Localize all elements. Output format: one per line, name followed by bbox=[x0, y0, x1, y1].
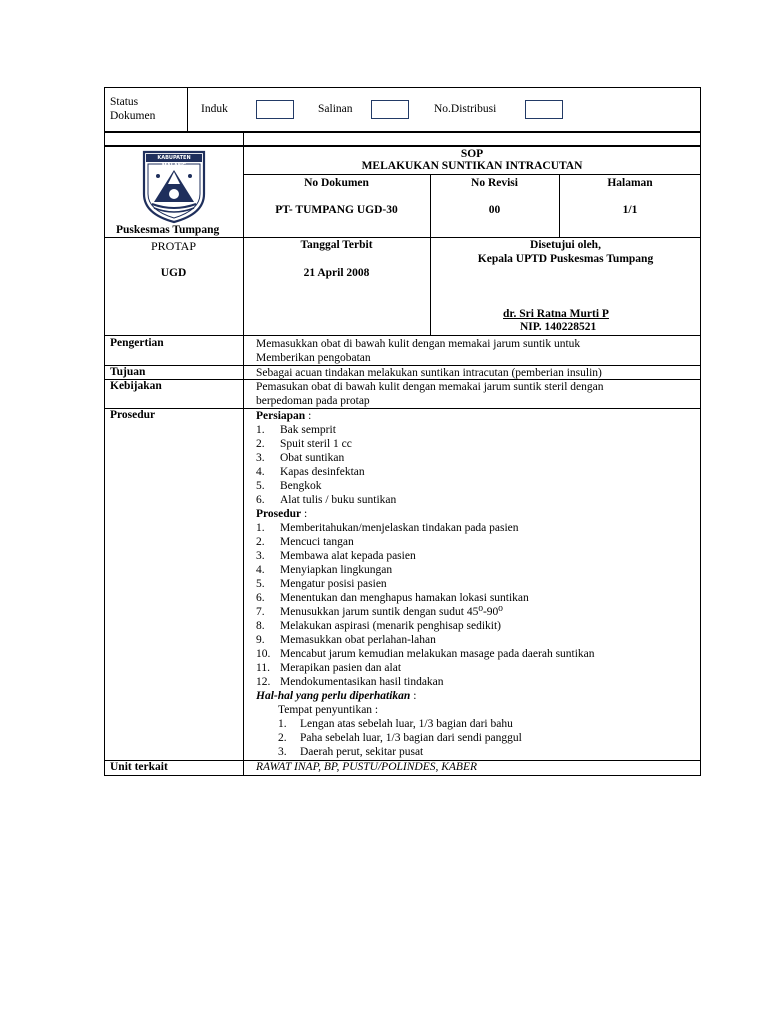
tujuan-text: Sebagai acuan tindakan melakukan suntikan intracutan (pemberian insulin) bbox=[256, 367, 602, 379]
prosedur-item bbox=[256, 563, 696, 577]
pengertian-text bbox=[256, 337, 696, 365]
hal-heading bbox=[256, 689, 696, 703]
prosedur-text: Memberitahukan/menjelaskan tindakan pada pasien bbox=[280, 522, 519, 534]
prosedur-text: Mencuci tangan bbox=[280, 536, 354, 548]
prosedur-text: Menyiapkan lingkungan bbox=[280, 564, 393, 576]
no-revisi-label: No Revisi bbox=[471, 177, 518, 189]
prosedur-number: 2. bbox=[256, 536, 265, 548]
tempat-number: 3. bbox=[278, 746, 287, 758]
persiapan-number: 3. bbox=[256, 452, 265, 464]
prosedur-number: 3. bbox=[256, 550, 265, 562]
halaman-label: Halaman bbox=[607, 177, 653, 189]
persiapan-number: 1. bbox=[256, 424, 265, 436]
prosedur-item bbox=[256, 647, 696, 661]
status-divider bbox=[187, 87, 188, 132]
persiapan-number: 2. bbox=[256, 438, 265, 450]
induk-checkbox[interactable] bbox=[256, 100, 294, 119]
persiapan-number: 4. bbox=[256, 466, 265, 478]
no-revisi-value: 00 bbox=[488, 204, 501, 216]
prosedur-number: 12. bbox=[256, 676, 271, 688]
tempat-number: 1. bbox=[278, 718, 287, 730]
tempat-number: 2. bbox=[278, 732, 287, 744]
pengertian-line-2: Memberikan pengobatan bbox=[256, 352, 371, 364]
prosedur-text: Melakukan aspirasi (menarik penghisap sedikit) bbox=[280, 620, 501, 632]
prosedur-item bbox=[256, 633, 696, 647]
prosedur-number: 11. bbox=[256, 662, 270, 674]
kebijakan-text bbox=[256, 380, 696, 408]
protap-label: PROTAP bbox=[150, 239, 197, 253]
prosedur-item bbox=[256, 577, 696, 591]
persiapan-title: Persiapan bbox=[256, 410, 306, 422]
prosedur-text: Membawa alat kepada pasien bbox=[280, 550, 416, 562]
kebijakan-line-1: Pemasukan obat di bawah kulit dengan memakai jarum suntik steril dengan bbox=[256, 381, 604, 393]
disetujui-label: Disetujui oleh, bbox=[530, 239, 601, 251]
persiapan-text: Bak semprit bbox=[280, 424, 336, 436]
tempat-heading bbox=[256, 703, 696, 717]
persiapan-text: Bengkok bbox=[280, 480, 322, 492]
prosedur-content bbox=[256, 409, 696, 759]
prosedur-number: 8. bbox=[256, 620, 265, 632]
persiapan-item bbox=[256, 451, 696, 465]
salinan-label: Salinan bbox=[318, 103, 353, 115]
prosedur-item bbox=[256, 591, 696, 605]
distribusi-checkbox[interactable] bbox=[525, 100, 563, 119]
prosedur-text: Menusukkan jarum suntik dengan sudut 45⁰-90⁰ bbox=[280, 606, 503, 618]
prosedur-item bbox=[256, 605, 696, 619]
induk-label: Induk bbox=[201, 103, 228, 115]
org-name: Puskesmas Tumpang bbox=[116, 224, 220, 236]
prosedur-list bbox=[256, 521, 696, 689]
prosedur-item bbox=[256, 661, 696, 675]
tempat-list bbox=[256, 717, 696, 759]
prosedur-number: 10. bbox=[256, 648, 271, 660]
unit-terkait-label: Unit terkait bbox=[110, 761, 168, 773]
persiapan-text: Kapas desinfektan bbox=[280, 466, 365, 478]
halaman-value: 1/1 bbox=[622, 204, 638, 216]
no-dokumen-label: No Dokumen bbox=[304, 177, 369, 189]
prosedur-number: 9. bbox=[256, 634, 265, 646]
kabupaten-malang-logo bbox=[140, 148, 208, 224]
prosedur-label: Prosedur bbox=[110, 409, 156, 421]
persiapan-colon: : bbox=[305, 410, 312, 422]
persiapan-text: Alat tulis / buku suntikan bbox=[280, 494, 397, 506]
tempat-text: Paha sebelah luar, 1/3 bagian dari sendi panggul bbox=[300, 732, 522, 744]
persiapan-number: 5. bbox=[256, 480, 265, 492]
sop-label: SOP bbox=[460, 148, 484, 160]
header-row-line bbox=[104, 237, 701, 238]
prosedur-number: 6. bbox=[256, 592, 265, 604]
prosedur-item bbox=[256, 535, 696, 549]
persiapan-text: Obat suntikan bbox=[280, 452, 345, 464]
no-dokumen-value: PT- TUMPANG UGD-30 bbox=[275, 204, 398, 216]
prosedur-text: Mengatur posisi pasien bbox=[280, 578, 387, 590]
unit-terkait-value: RAWAT INAP, BP, PUSTU/POLINDES, KABER bbox=[256, 761, 477, 773]
tanggal-terbit-value: 21 April 2008 bbox=[303, 267, 370, 279]
persiapan-item bbox=[256, 493, 696, 507]
prosedur-text: Memasukkan obat perlahan-lahan bbox=[280, 634, 436, 646]
persiapan-item bbox=[256, 479, 696, 493]
tempat-text: Lengan atas sebelah luar, 1/3 bagian dari bahu bbox=[300, 718, 513, 730]
prosedur-title: Prosedur bbox=[256, 508, 302, 520]
persiapan-item bbox=[256, 465, 696, 479]
hal-title: Hal-hal yang perlu diperhatikan bbox=[256, 690, 411, 702]
tempat-item bbox=[278, 745, 696, 759]
prosedur-item bbox=[256, 619, 696, 633]
prosedur-text: Mencabut jarum kemudian melakukan masage pada daerah suntikan bbox=[280, 648, 595, 660]
tanggal-terbit-label: Tanggal Terbit bbox=[300, 239, 373, 251]
spacer-row bbox=[104, 132, 701, 146]
persiapan-item bbox=[256, 437, 696, 451]
tempat-label: Tempat penyuntikan : bbox=[278, 704, 379, 716]
title-underline bbox=[243, 174, 701, 175]
prosedur-item bbox=[256, 549, 696, 563]
kebijakan-label: Kebijakan bbox=[110, 380, 162, 392]
salinan-checkbox[interactable] bbox=[371, 100, 409, 119]
unit-label: UGD bbox=[160, 267, 187, 279]
prosedur-text: Menentukan dan menghapus hamakan lokasi suntikan bbox=[280, 592, 529, 604]
prosedur-item bbox=[256, 675, 696, 689]
prosedur-colon: : bbox=[301, 508, 308, 520]
persiapan-heading bbox=[256, 409, 696, 423]
persiapan-item bbox=[256, 423, 696, 437]
prosedur-number: 5. bbox=[256, 578, 265, 590]
signer-name: dr. Sri Ratna Murti P bbox=[503, 308, 609, 320]
tempat-text: Daerah perut, sekitar pusat bbox=[300, 746, 424, 758]
signer-nip: NIP. 140228521 bbox=[520, 321, 597, 333]
pengertian-label: Pengertian bbox=[110, 337, 164, 349]
prosedur-number: 7. bbox=[256, 606, 265, 618]
persiapan-text: Spuit steril 1 cc bbox=[280, 438, 352, 450]
prosedur-heading bbox=[256, 507, 696, 521]
kepala-label: Kepala UPTD Puskesmas Tumpang bbox=[477, 253, 654, 265]
prosedur-text: Mendokumentasikan hasil tindakan bbox=[280, 676, 444, 688]
hal-colon: : bbox=[410, 690, 417, 702]
protap-row-line bbox=[104, 335, 701, 336]
kebijakan-line-2: berpedoman pada protap bbox=[256, 395, 370, 407]
logo-caption: KABUPATEN MALANG bbox=[157, 155, 191, 169]
tujuan-label: Tujuan bbox=[110, 366, 146, 378]
prosedur-item bbox=[256, 521, 696, 535]
tempat-item bbox=[278, 717, 696, 731]
spacer-divider bbox=[243, 132, 244, 146]
prosedur-number: 1. bbox=[256, 522, 265, 534]
pengertian-line-1: Memasukkan obat di bawah kulit dengan memakai jarum suntik untuk bbox=[256, 338, 581, 350]
tempat-item bbox=[278, 731, 696, 745]
distribusi-label: No.Distribusi bbox=[434, 103, 497, 115]
document-title: MELAKUKAN SUNTIKAN INTRACUTAN bbox=[361, 160, 583, 172]
prosedur-number: 4. bbox=[256, 564, 265, 576]
status-label: Status Dokumen bbox=[110, 96, 156, 122]
persiapan-list bbox=[256, 423, 696, 507]
persiapan-number: 6. bbox=[256, 494, 265, 506]
prosedur-text: Merapikan pasien dan alat bbox=[280, 662, 402, 674]
